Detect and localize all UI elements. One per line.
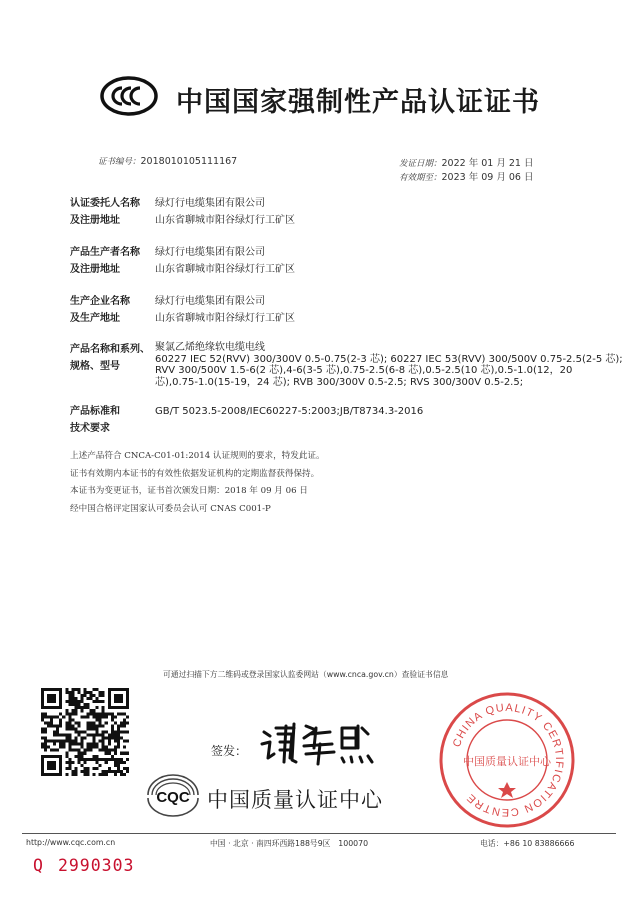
issuer-name: 中国质量认证中心 [207, 788, 383, 812]
factory-name: 绿灯行电缆集团有限公司 [155, 296, 265, 307]
ccc-mark-icon [100, 76, 158, 116]
note-line: 上述产品符合 CNCA-C01-01:2014 认证规则的要求，特发此证。 [70, 451, 325, 461]
footer-phone: 电话：+86 10 83886666 [480, 839, 575, 848]
client-address-label: 及注册地址 [70, 215, 120, 226]
cqc-logo-text: CQC [156, 789, 190, 806]
official-seal-icon [437, 690, 577, 830]
footer-website: http://www.cqc.com.cn [26, 838, 116, 847]
certificate-number-value: 2018010105111167 [140, 156, 238, 167]
factory-address-label: 及生产地址 [70, 313, 120, 324]
product-description [155, 342, 623, 388]
serial-number [33, 856, 134, 875]
valid-until: 有效期至：2023 年 09 月 06 日 [399, 172, 534, 183]
product-label: 产品名称和系列、 [70, 344, 150, 355]
footer-address: 中国 · 北京 · 南四环西路188号9区 100070 [210, 839, 369, 848]
cqc-logo-icon [140, 772, 206, 818]
note-line: 本证书为变更证书，证书首次颁发日期：2018 年 09 月 06 日 [70, 486, 308, 496]
factory-address: 山东省聊城市阳谷绿灯行工矿区 [155, 313, 295, 324]
signature-label: 签发： [211, 744, 248, 758]
product-line: 芯),0.75-1.0(15-19，24 芯); RVB 300/300V 0.5-2.5; RVS 300/300V 0.5-2.5; [155, 376, 524, 388]
serial-value: 2990303 [57, 856, 135, 875]
manufacturer-address-label: 及注册地址 [70, 264, 120, 275]
product-line: RVV 300/500V 1.5-6(2 芯),4-6(3-5 芯),0.75-2.5(6-8 芯),0.5-2.5(10 芯),0.5-1.0(12，20 [155, 365, 573, 377]
standard-label: 产品标准和 [70, 406, 120, 417]
product-line: 聚氯乙烯绝缘软电缆电线 [155, 342, 265, 353]
product-standard: GB/T 5023.5-2008/IEC60227-5:2003;JB/T8734.3-2016 [155, 406, 424, 417]
manufacturer-name: 绿灯行电缆集团有限公司 [155, 247, 265, 258]
qr-code-icon[interactable] [41, 688, 129, 776]
issue-date: 发证日期：2022 年 01 月 21 日 [399, 158, 534, 169]
seal-ring-text: CHINA QUALITY CERTIFICATION CENTRE [450, 701, 566, 819]
manufacturer-label: 产品生产者名称 [70, 247, 140, 258]
issue-date-value: 2022 年 01 月 21 日 [441, 158, 534, 169]
certificate-notes [70, 448, 325, 518]
certificate-number: 证书编号：2018010105111167 [98, 156, 238, 167]
certificate-title: 中国国家强制性产品认证证书 [176, 87, 540, 118]
valid-until-value: 2023 年 09 月 06 日 [441, 172, 534, 183]
manufacturer-address: 山东省聊城市阳谷绿灯行工矿区 [155, 264, 295, 275]
verify-instructions: 可通过扫描下方二维码或登录国家认监委网站（www.cnca.gov.cn）查验证书信息 [163, 670, 449, 679]
product-line: 60227 IEC 52(RVV) 300/300V 0.5-0.75(2-3 芯); 60227 IEC 53(RVV) 300/500V 0.75-2.5(2-5 芯); [155, 353, 623, 365]
note-line: 经中国合格评定国家认可委员会认可 CNAS C001-P [70, 503, 271, 514]
standard-requirements-label: 技术要求 [70, 423, 110, 434]
seal-center-text: 中国质量认证中心 [463, 755, 551, 768]
product-spec-label: 规格、型号 [70, 361, 120, 372]
client-address: 山东省聊城市阳谷绿灯行工矿区 [155, 215, 295, 226]
footer-divider [22, 833, 616, 834]
handwritten-signature [258, 718, 378, 768]
client-label: 认证委托人名称 [70, 198, 140, 209]
factory-label: 生产企业名称 [70, 296, 130, 307]
client-name: 绿灯行电缆集团有限公司 [155, 198, 265, 209]
serial-prefix: Q [33, 856, 44, 875]
note-line: 证书有效期内本证书的有效性依据发证机构的定期监督获得保持。 [70, 468, 320, 479]
